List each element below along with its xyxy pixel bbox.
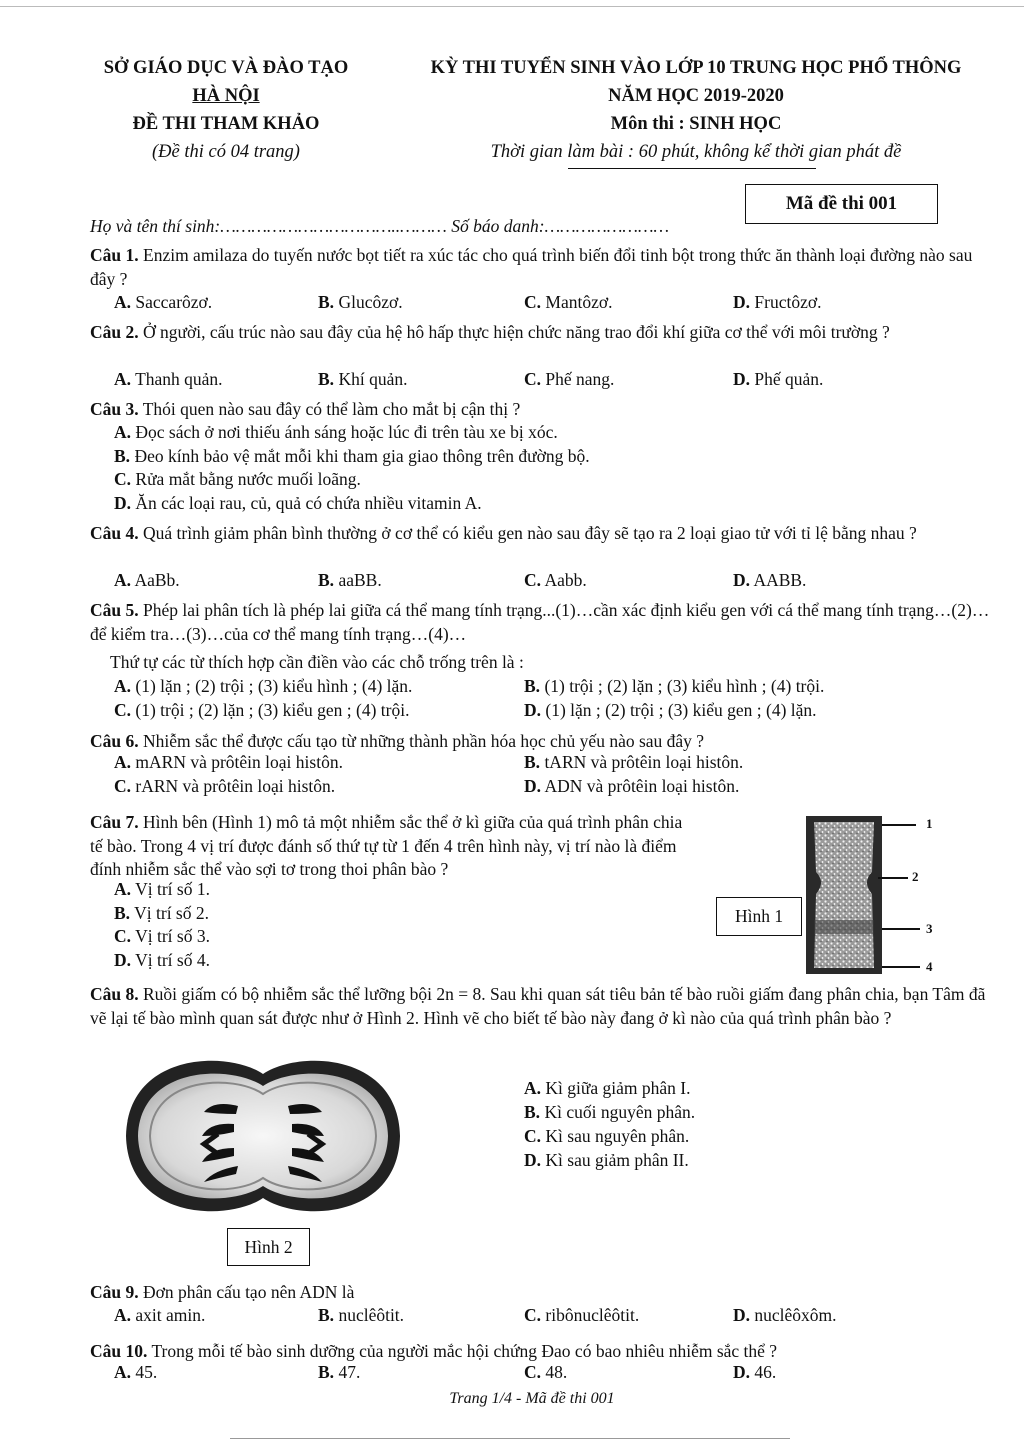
q9-option-d: D. nuclêôxôm. bbox=[733, 1305, 837, 1325]
question-number: Câu 3. bbox=[90, 399, 139, 419]
id-dots: …………………… bbox=[544, 216, 670, 236]
school-year: NĂM HỌC 2019-2020 bbox=[608, 86, 784, 106]
q6-option-b: B. tARN và prôtêin loại histôn. bbox=[524, 752, 744, 772]
mark-line-1 bbox=[882, 824, 916, 826]
page-count-note: (Đề thi có 04 trang) bbox=[152, 142, 300, 162]
q2-option-a: A. Thanh quản. bbox=[114, 369, 223, 389]
q7-option-d: D. Vị trí số 4. bbox=[114, 950, 210, 970]
q2-option-c: C. Phế nang. bbox=[524, 369, 615, 389]
bottom-rule bbox=[230, 1438, 790, 1439]
question-number: Câu 4. bbox=[90, 523, 139, 543]
q1-option-d: D. Fructôzơ. bbox=[733, 292, 822, 312]
question-text: Ruồi giấm có bộ nhiễm sắc thể lưỡng bội 2n = 8. Sau khi quan sát tiêu bản tế bào ruồi giấm đang phân chia, bạn Tâm đã vẽ lại tế bào mình quan sát được như ở Hình 2. Hình vẽ cho biết tế bào này đang ở kì nào của quá trình phân bào ? bbox=[90, 984, 986, 1028]
figure-2-label-box bbox=[227, 1228, 310, 1266]
dept-name: SỞ GIÁO DỤC VÀ ĐÀO TẠO bbox=[103, 58, 349, 78]
q8-option-c: C. Kì sau nguyên phân. bbox=[524, 1126, 690, 1146]
q8-option-a: A. Kì giữa giảm phân I. bbox=[524, 1078, 691, 1098]
figure-1-label-box bbox=[716, 897, 802, 936]
mark-label-1: 1 bbox=[926, 816, 933, 831]
question-number: Câu 6. bbox=[90, 731, 139, 751]
question-text: Quá trình giảm phân bình thường ở cơ thể có kiểu gen nào sau đây sẽ tạo ra 2 loại giao tử với tỉ lệ bằng nhau ? bbox=[143, 523, 917, 543]
q6-option-c: C. rARN và prôtêin loại histôn. bbox=[114, 776, 336, 796]
mark-line-4 bbox=[882, 966, 920, 968]
name-label: Họ và tên thí sinh: bbox=[90, 216, 221, 236]
q2-option-d: D. Phế quản. bbox=[733, 369, 824, 389]
question-text: Trong mỗi tế bào sinh dưỡng của người mắc hội chứng Đao có bao nhiêu nhiễm sắc thể ? bbox=[151, 1341, 778, 1361]
student-info-line bbox=[90, 216, 669, 237]
q10-option-d: D. 46. bbox=[733, 1362, 777, 1382]
q6-option-d: D. ADN và prôtêin loại histôn. bbox=[524, 776, 740, 796]
q10-option-a: A. 45. bbox=[114, 1362, 158, 1382]
q3-option-c: C. Rửa mắt bằng nước muối loãng. bbox=[114, 469, 361, 489]
question-3 bbox=[90, 397, 990, 421]
q1-option-b: B. Glucôzơ. bbox=[318, 292, 403, 312]
q4-option-c: C. Aabb. bbox=[524, 570, 587, 590]
q7-option-c: C. Vị trí số 3. bbox=[114, 926, 210, 946]
dept-city: HÀ NỘI bbox=[192, 86, 260, 106]
question-number: Câu 7. bbox=[90, 812, 139, 832]
q1-option-a: A. Saccarôzơ. bbox=[114, 292, 213, 312]
question-7-line-2: tế bào. Trong 4 vị trí được đánh số thứ tự từ 1 đến 4 trên hình này, vị trí nào là điểm bbox=[90, 836, 677, 856]
question-6 bbox=[90, 729, 990, 753]
subject: Môn thi : SINH HỌC bbox=[610, 114, 782, 134]
question-7-line-1 bbox=[90, 812, 682, 833]
mark-label-2: 2 bbox=[912, 869, 919, 884]
q2-option-b: B. Khí quản. bbox=[318, 369, 408, 389]
q5-subtext: Thứ tự các từ thích hợp cần điền vào các chỗ trống trên là : bbox=[110, 652, 524, 672]
question-text: Enzim amilaza do tuyến nước bọt tiết ra xúc tác cho quá trình biến đổi tinh bột trong thức ăn thành loại đường nào sau đây ? bbox=[90, 245, 973, 289]
time-underline bbox=[568, 168, 816, 169]
q5-option-c: C. (1) trội ; (2) lặn ; (3) kiểu gen ; (4) trội. bbox=[114, 700, 410, 720]
question-number: Câu 8. bbox=[90, 984, 139, 1004]
q4-option-a: A. AaBb. bbox=[114, 570, 180, 590]
page-footer: Trang 1/4 - Mã đề thi 001 bbox=[449, 1390, 615, 1407]
q4-option-b: B. aaBB. bbox=[318, 570, 382, 590]
q5-option-d: D. (1) lặn ; (2) trội ; (3) kiểu gen ; (4) lặn. bbox=[524, 700, 817, 720]
question-2 bbox=[90, 320, 990, 344]
q3-option-d: D. Ăn các loại rau, củ, quả có chứa nhiều vitamin A. bbox=[114, 493, 482, 513]
question-text: Thói quen nào sau đây có thể làm cho mắt bị cận thị ? bbox=[142, 399, 521, 419]
question-text: Nhiễm sắc thể được cấu tạo từ những thành phần hóa học chủ yếu nào sau đây ? bbox=[143, 731, 705, 751]
q9-option-a: A. axit amin. bbox=[114, 1305, 206, 1325]
q1-option-c: C. Mantôzơ. bbox=[524, 292, 613, 312]
question-8 bbox=[90, 982, 990, 1030]
q8-option-d: D. Kì sau giảm phân II. bbox=[524, 1150, 689, 1170]
q7-option-a: A. Vị trí số 1. bbox=[114, 879, 210, 899]
question-text: Hình bên (Hình 1) mô tả một nhiễm sắc thể ở kì giữa của quá trình phân chia bbox=[143, 812, 683, 832]
question-1 bbox=[90, 243, 990, 291]
question-number: Câu 9. bbox=[90, 1282, 139, 1302]
exam-code: Mã đề thi 001 bbox=[785, 193, 898, 214]
q5-option-b: B. (1) trội ; (2) lặn ; (3) kiểu hình ; (4) trội. bbox=[524, 676, 825, 696]
chromosome-figure bbox=[800, 810, 960, 980]
question-number: Câu 5. bbox=[90, 600, 139, 620]
q6-option-a: A. mARN và prôtêin loại histôn. bbox=[114, 752, 343, 772]
exam-title: KỲ THI TUYỂN SINH VÀO LỚP 10 TRUNG HỌC PHỔ THÔNG bbox=[430, 58, 962, 78]
question-number: Câu 1. bbox=[90, 245, 139, 265]
q7-option-b: B. Vị trí số 2. bbox=[114, 903, 209, 923]
question-5 bbox=[90, 598, 990, 646]
q9-option-c: C. ribônuclêôtit. bbox=[524, 1305, 640, 1325]
q10-option-b: B. 47. bbox=[318, 1362, 361, 1382]
question-number: Câu 10. bbox=[90, 1341, 148, 1361]
q5-option-a: A. (1) lặn ; (2) trội ; (3) kiểu hình ; (4) lặn. bbox=[114, 676, 413, 696]
name-dots: ……………………………..……… bbox=[220, 216, 452, 236]
time-note: Thời gian làm bài : 60 phút, không kể thời gian phát đề bbox=[490, 142, 902, 162]
mark-line-2 bbox=[878, 877, 908, 879]
question-text: Đơn phân cấu tạo nên ADN là bbox=[143, 1282, 355, 1302]
mark-line-3 bbox=[882, 928, 920, 930]
top-rule bbox=[0, 6, 1024, 7]
question-10 bbox=[90, 1339, 990, 1363]
question-7-line-3: đính nhiễm sắc thể vào sợi tơ trong thoi phân bào ? bbox=[90, 859, 449, 879]
q3-option-b: B. Đeo kính bảo vệ mắt mỗi khi tham gia giao thông trên đường bộ. bbox=[114, 446, 590, 466]
q4-option-d: D. AABB. bbox=[733, 570, 807, 590]
question-number: Câu 2. bbox=[90, 322, 139, 342]
q9-option-b: B. nuclêôtit. bbox=[318, 1305, 405, 1325]
question-text: Ở người, cấu trúc nào sau đây của hệ hô hấp thực hiện chức năng trao đổi khí giữa cơ thể với môi trường ? bbox=[143, 322, 890, 342]
id-label: Số báo danh: bbox=[451, 216, 545, 236]
mark-label-4: 4 bbox=[926, 959, 933, 974]
exam-code-box bbox=[745, 184, 938, 224]
q8-option-b: B. Kì cuối nguyên phân. bbox=[524, 1102, 696, 1122]
exam-kind: ĐỀ THI THAM KHẢO bbox=[132, 114, 320, 134]
q3-option-a: A. Đọc sách ở nơi thiếu ánh sáng hoặc lúc đi trên tàu xe bị xóc. bbox=[114, 422, 558, 442]
figure-2-label: Hình 2 bbox=[244, 1236, 293, 1257]
question-9 bbox=[90, 1280, 990, 1304]
question-4 bbox=[90, 521, 990, 545]
figure-1-label: Hình 1 bbox=[734, 906, 784, 926]
q10-option-c: C. 48. bbox=[524, 1362, 568, 1382]
mark-label-3: 3 bbox=[926, 921, 933, 936]
question-text: Phép lai phân tích là phép lai giữa cá thể mang tính trạng...(1)…cần xác định kiểu gen với cá thể mang tính trạng…(2)…để kiểm tra…(3)…của cơ thể mang tính trạng…(4)… bbox=[90, 600, 990, 644]
dividing-cell-figure bbox=[118, 1052, 408, 1220]
